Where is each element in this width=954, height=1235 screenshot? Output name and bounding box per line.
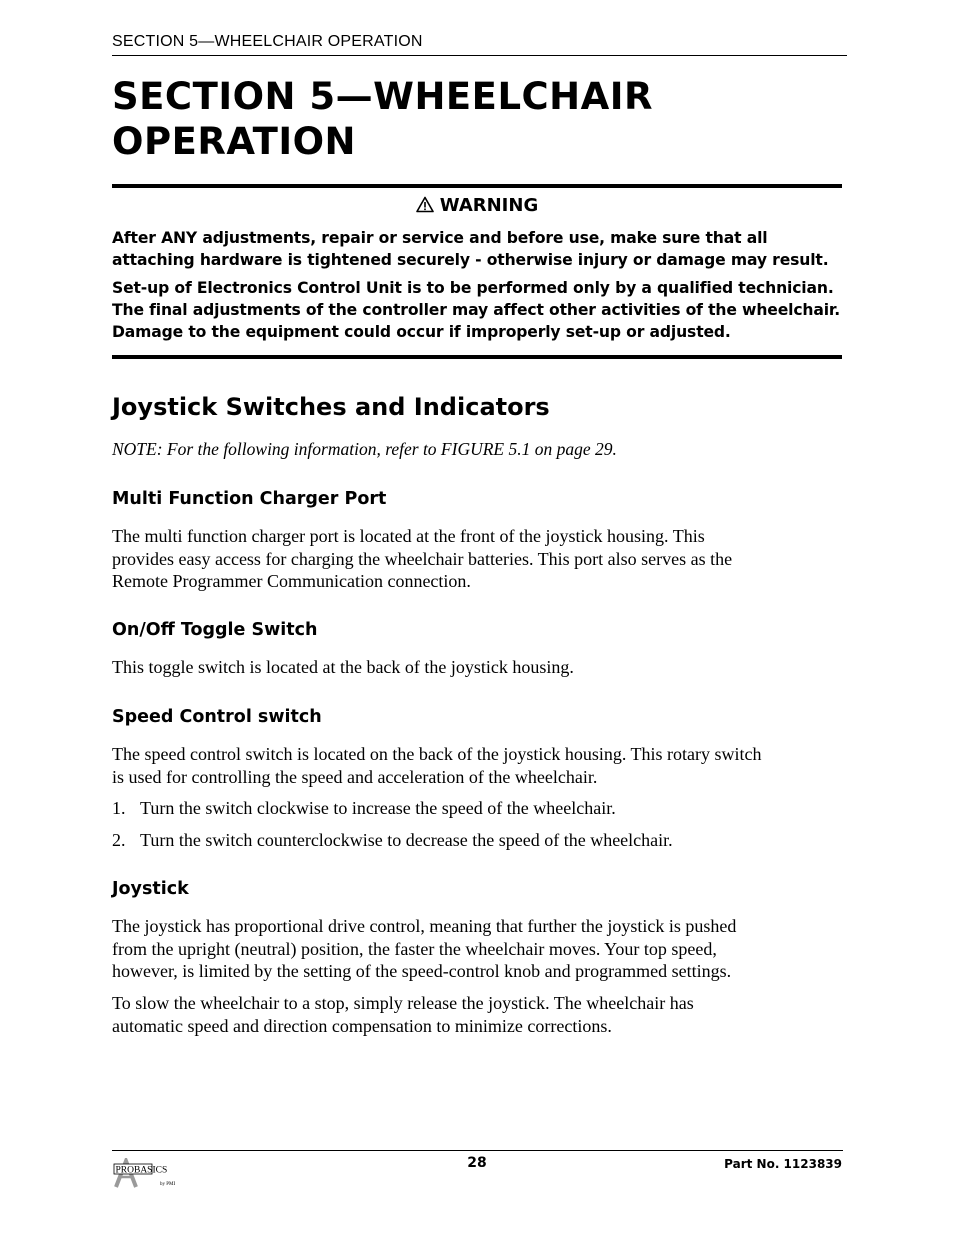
warning-label: WARNING <box>439 195 539 216</box>
joystick-p1-line-3: however, is limited by the setting of the speed-control knob and programmed settings. <box>112 961 732 981</box>
page-title-line-2: OPERATION <box>112 120 357 163</box>
joystick-p1-line-2: from the upright (neutral) position, the faster the wheelchair moves. Your top speed, <box>112 938 717 959</box>
joystick-p1-line-1: The joystick has proportional drive control, meaning that further the joystick is pushed <box>112 916 737 936</box>
probasics-logo <box>112 1158 184 1188</box>
charger-port-line-2: provides easy access for charging the wheelchair batteries. This port also serves as the <box>112 548 733 569</box>
speed-control-paragraph <box>112 743 847 788</box>
joystick-paragraph-2 <box>112 992 847 1037</box>
warning-p2-line-3: Damage to the equipment could occur if improperly set-up or adjusted. <box>112 323 731 341</box>
warning-bottom-rule <box>112 355 842 359</box>
joystick-heading: Joystick <box>112 879 189 899</box>
joystick-p2-line-2: automatic speed and direction compensation to minimize corrections. <box>112 1015 612 1036</box>
svg-text:PROBASICS: PROBASICS <box>115 1165 168 1176</box>
part-number: Part No. 1123839 <box>724 1157 842 1171</box>
speed-step-1 <box>112 797 847 820</box>
footer-rule <box>112 1150 843 1151</box>
warning-heading <box>112 195 842 216</box>
section-heading: Joystick Switches and Indicators <box>112 393 550 421</box>
warning-paragraph-2 <box>112 277 847 343</box>
speed-step-2-text: Turn the switch counterclockwise to decrease the speed of the wheelchair. <box>140 830 673 850</box>
joystick-p2-line-1: To slow the wheelchair to a stop, simply release the joystick. The wheelchair has <box>112 993 694 1013</box>
speed-step-1-text: Turn the switch clockwise to increase the speed of the wheelchair. <box>140 798 616 818</box>
charger-port-paragraph <box>112 525 847 593</box>
page-number: 28 <box>467 1155 487 1171</box>
charger-port-heading: Multi Function Charger Port <box>112 489 387 509</box>
speed-control-line-1: The speed control switch is located on the back of the joystick housing. This rotary switch <box>112 744 762 764</box>
figure-note: NOTE: For the following information, refer to FIGURE 5.1 on page 29. <box>112 439 617 459</box>
svg-text:by PMI: by PMI <box>160 1182 176 1187</box>
speed-step-2 <box>112 829 847 852</box>
joystick-paragraph-1 <box>112 915 847 983</box>
warning-paragraph-1 <box>112 227 847 271</box>
running-header: SECTION 5—WHEELCHAIR OPERATION <box>112 33 423 50</box>
toggle-switch-paragraph <box>112 656 847 679</box>
speed-step-2-number: 2. <box>112 830 126 850</box>
warning-p1-line-2: attaching hardware is tightened securely - otherwise injury or damage may result. <box>112 251 829 269</box>
warning-p2-line-1: Set-up of Electronics Control Unit is to be performed only by a qualified technician. <box>112 279 834 297</box>
warning-triangle-icon <box>416 196 434 213</box>
toggle-switch-line-1: This toggle switch is located at the back of the joystick housing. <box>112 657 574 677</box>
page-title-line-1: SECTION 5—WHEELCHAIR <box>112 75 654 118</box>
page-title <box>112 74 842 164</box>
header-rule <box>112 55 847 56</box>
speed-step-1-number: 1. <box>112 798 126 818</box>
warning-p2-line-2: The final adjustments of the controller may affect other activities of the wheelchair. <box>112 301 841 319</box>
charger-port-line-3: Remote Programmer Communication connection. <box>112 571 471 591</box>
warning-top-rule <box>112 184 842 188</box>
warning-p1-line-1: After ANY adjustments, repair or service and before use, make sure that all <box>112 229 768 247</box>
toggle-switch-heading: On/Off Toggle Switch <box>112 620 318 640</box>
charger-port-line-1: The multi function charger port is located at the front of the joystick housing. This <box>112 526 705 546</box>
speed-control-line-2: is used for controlling the speed and acceleration of the wheelchair. <box>112 766 598 787</box>
speed-control-heading: Speed Control switch <box>112 707 322 727</box>
